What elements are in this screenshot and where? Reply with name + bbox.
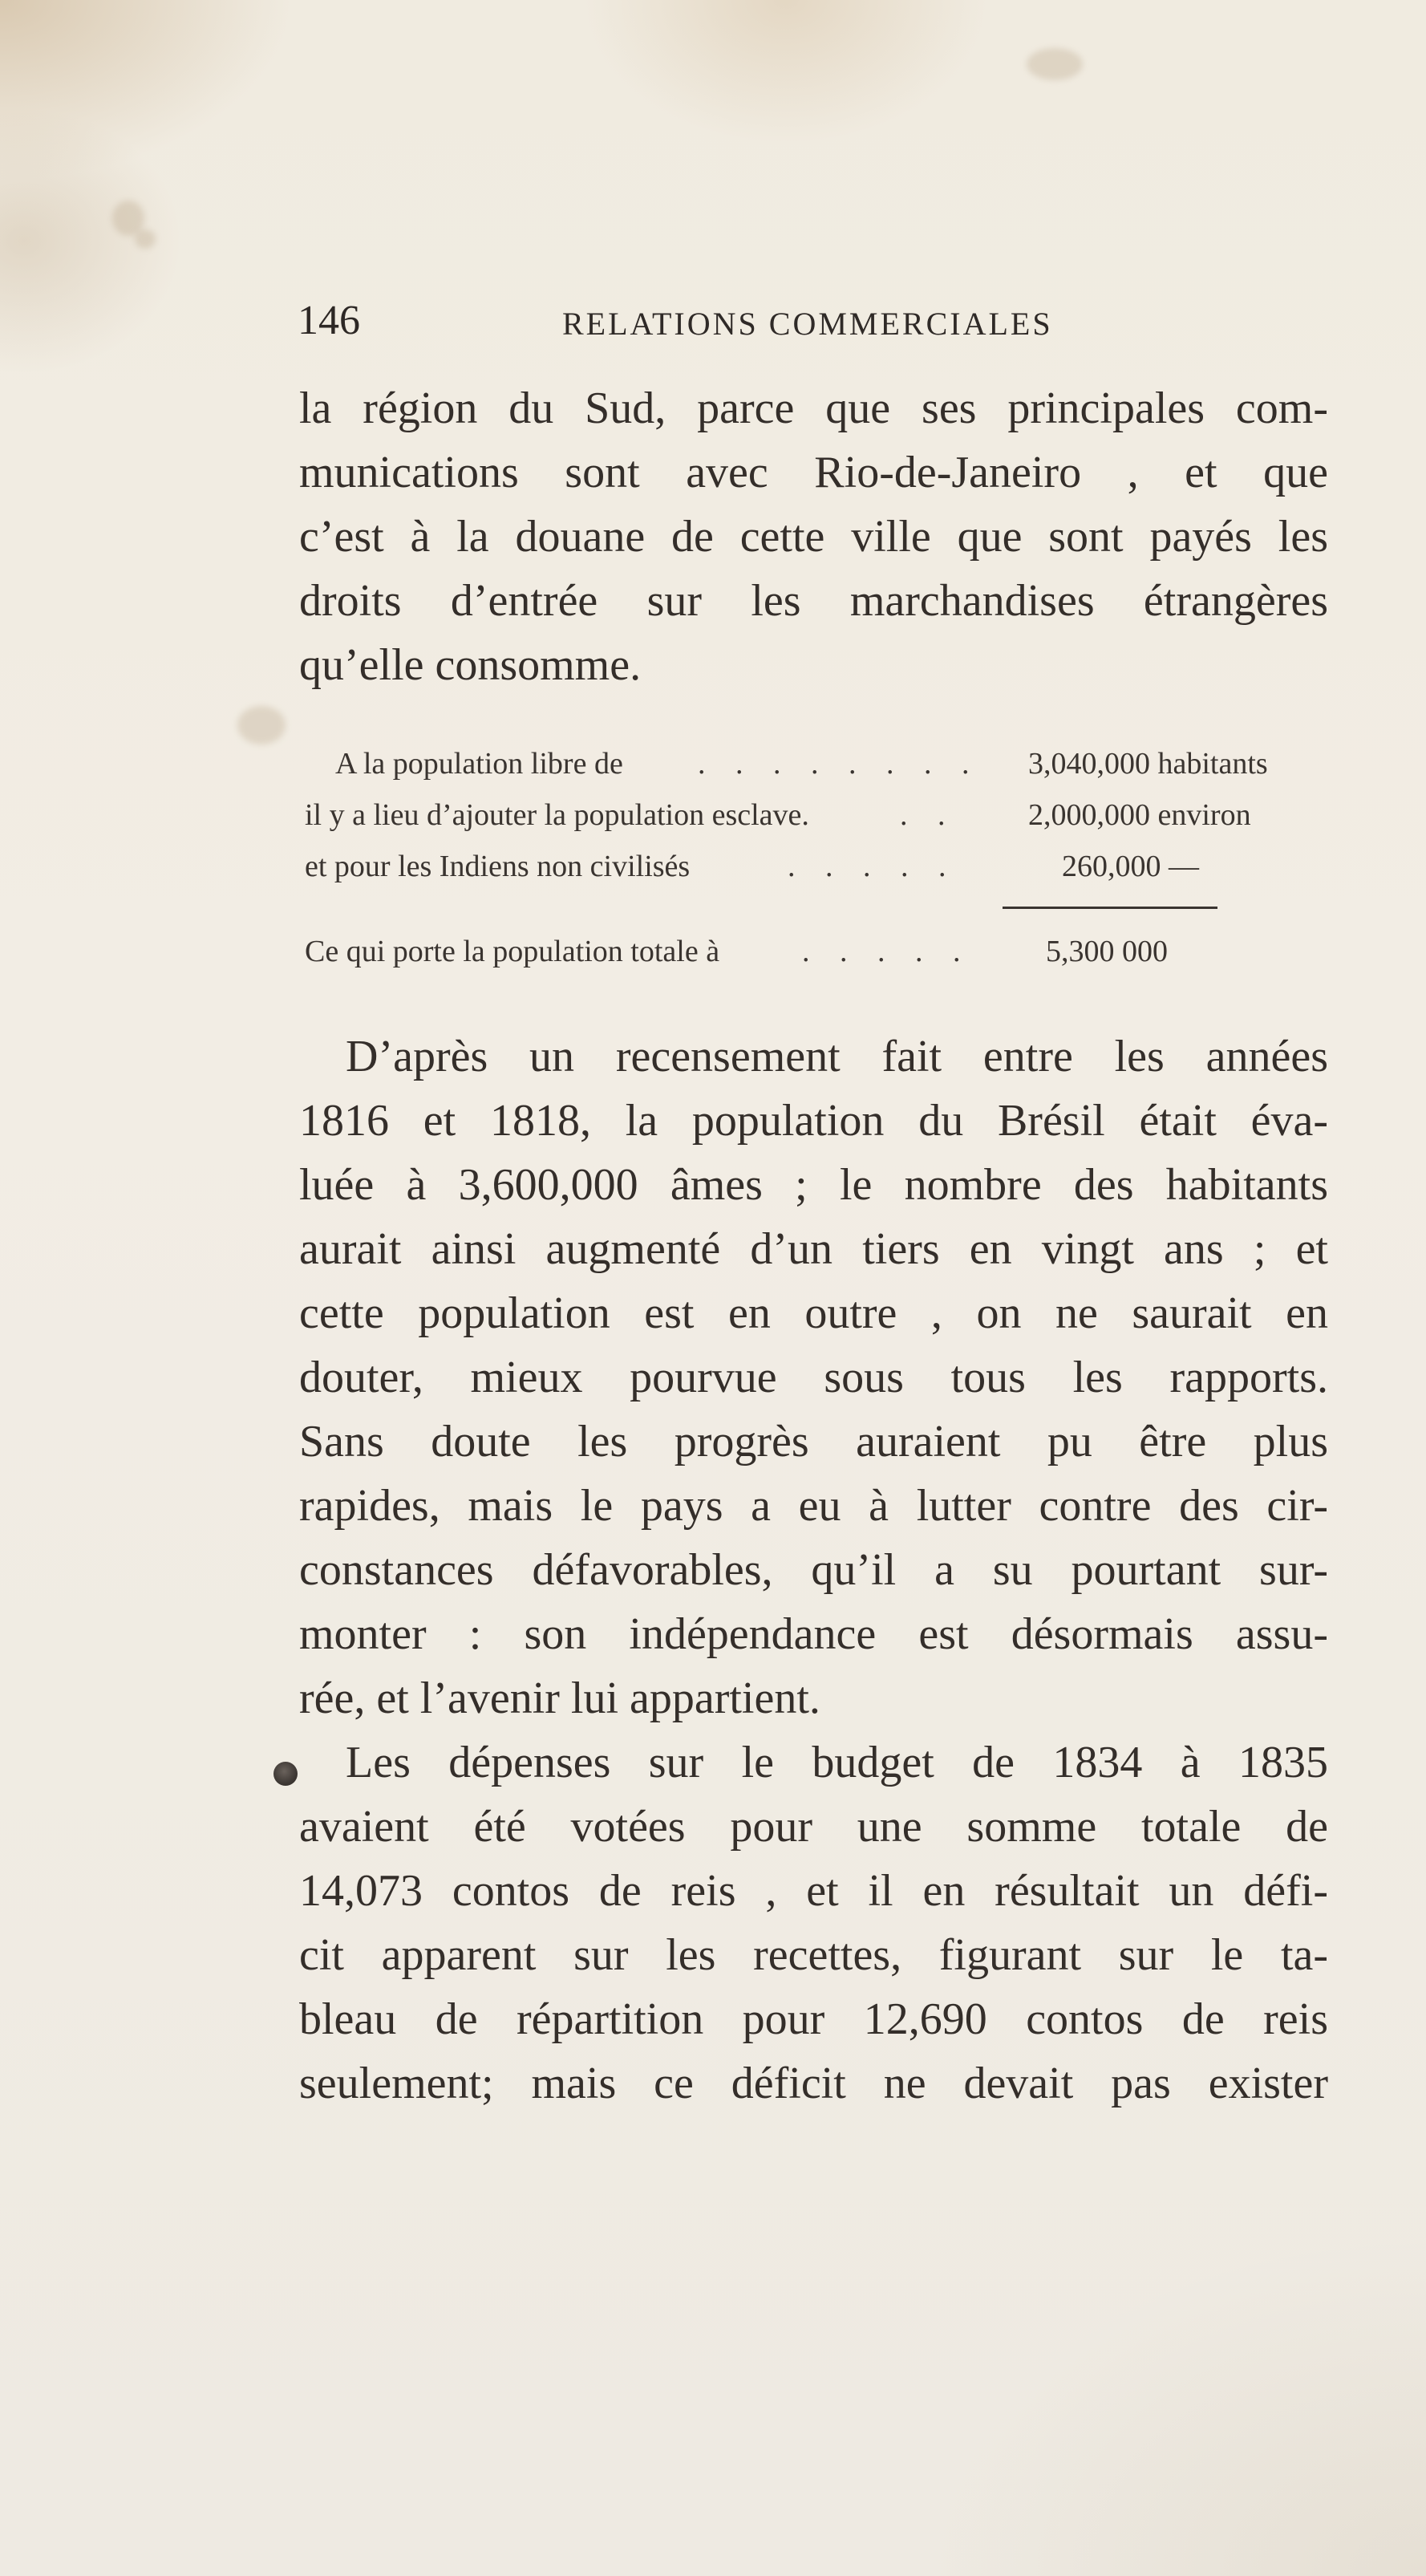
text-line: rapides, mais le pays a eu à lutter contre des cir- <box>299 1481 1328 1531</box>
text-line: constances défavorables, qu’il a su pourtant sur- <box>299 1545 1328 1595</box>
population-row <box>305 741 1331 786</box>
text-line: douter, mieux pourvue sous tous les rapports. <box>299 1353 1328 1402</box>
total-label: Ce qui porte la population totale à <box>305 935 720 968</box>
foxing-spot <box>135 229 156 249</box>
text-line: 14,073 contos de reis , et il en résultait un défi- <box>299 1866 1328 1916</box>
paragraph-2 <box>299 1024 1328 1730</box>
text-line: luée à 3,600,000 âmes ; le nombre des habitants <box>299 1160 1328 1210</box>
dot-leader: . . . . . . . . <box>698 747 981 781</box>
sum-rule <box>1003 907 1217 909</box>
foxing-spot <box>1027 48 1083 80</box>
row-value: 260,000 — <box>1062 850 1199 883</box>
text-line: avaient été votées pour une somme totale de <box>299 1802 1328 1852</box>
text-line: cette population est en outre , on ne saurait en <box>299 1288 1328 1338</box>
paragraph-1 <box>299 376 1328 697</box>
text-line: Sans doute les progrès auraient pu être plus <box>299 1417 1328 1466</box>
text-line: seulement; mais ce déficit ne devait pas exister <box>299 2059 1328 2108</box>
row-value: 3,040,000 habitants <box>1028 747 1268 781</box>
population-row <box>305 844 1331 889</box>
row-value: 2,000,000 environ <box>1028 798 1251 832</box>
page-header <box>298 289 1332 353</box>
running-title: RELATIONS COMMERCIALES <box>562 306 1053 342</box>
text-line: aurait ainsi augmenté d’un tiers en vingt ans ; et <box>299 1224 1328 1274</box>
text-line: rée, et l’avenir lui appartient. <box>299 1673 820 1723</box>
page-number: 146 <box>298 298 360 343</box>
text-line: munications sont avec Rio-de-Janeiro , et que <box>299 448 1328 497</box>
row-label: il y a lieu d’ajouter la population esclave. <box>305 798 809 832</box>
row-label: A la population libre de <box>335 747 623 781</box>
text-line: bleau de répartition pour 12,690 contos de reis <box>299 1994 1328 2044</box>
main-text <box>299 1024 1328 2116</box>
total-value: 5,300 000 <box>1046 935 1168 968</box>
text-line: D’après un recensement fait entre les années <box>346 1032 1328 1081</box>
foxing-spot <box>237 706 286 744</box>
dot-leader: . . . . . <box>788 850 958 883</box>
population-total-row <box>305 929 1331 974</box>
ink-blot-ornament <box>273 1762 298 1786</box>
population-table <box>305 741 1331 982</box>
text-line: c’est à la douane de cette ville que sont payés les <box>299 512 1328 562</box>
text-line: cit apparent sur les recettes, figurant sur le ta- <box>299 1930 1328 1980</box>
text-line: qu’elle consomme. <box>299 640 642 690</box>
text-line: droits d’entrée sur les marchandises étrangères <box>299 576 1328 626</box>
row-label: et pour les Indiens non civilisés <box>305 850 691 883</box>
text-line: 1816 et 1818, la population du Brésil était éva- <box>299 1096 1328 1146</box>
dot-leader: . . <box>900 798 957 832</box>
text-line: la région du Sud, parce que ses principales com- <box>299 383 1328 433</box>
text-line: monter : son indépendance est désormais assu- <box>299 1609 1328 1659</box>
dot-leader: . . . . . <box>802 935 972 968</box>
text-line: Les dépenses sur le budget de 1834 à 1835 <box>346 1738 1328 1787</box>
population-row <box>305 793 1331 838</box>
paragraph-3 <box>299 1730 1328 2116</box>
